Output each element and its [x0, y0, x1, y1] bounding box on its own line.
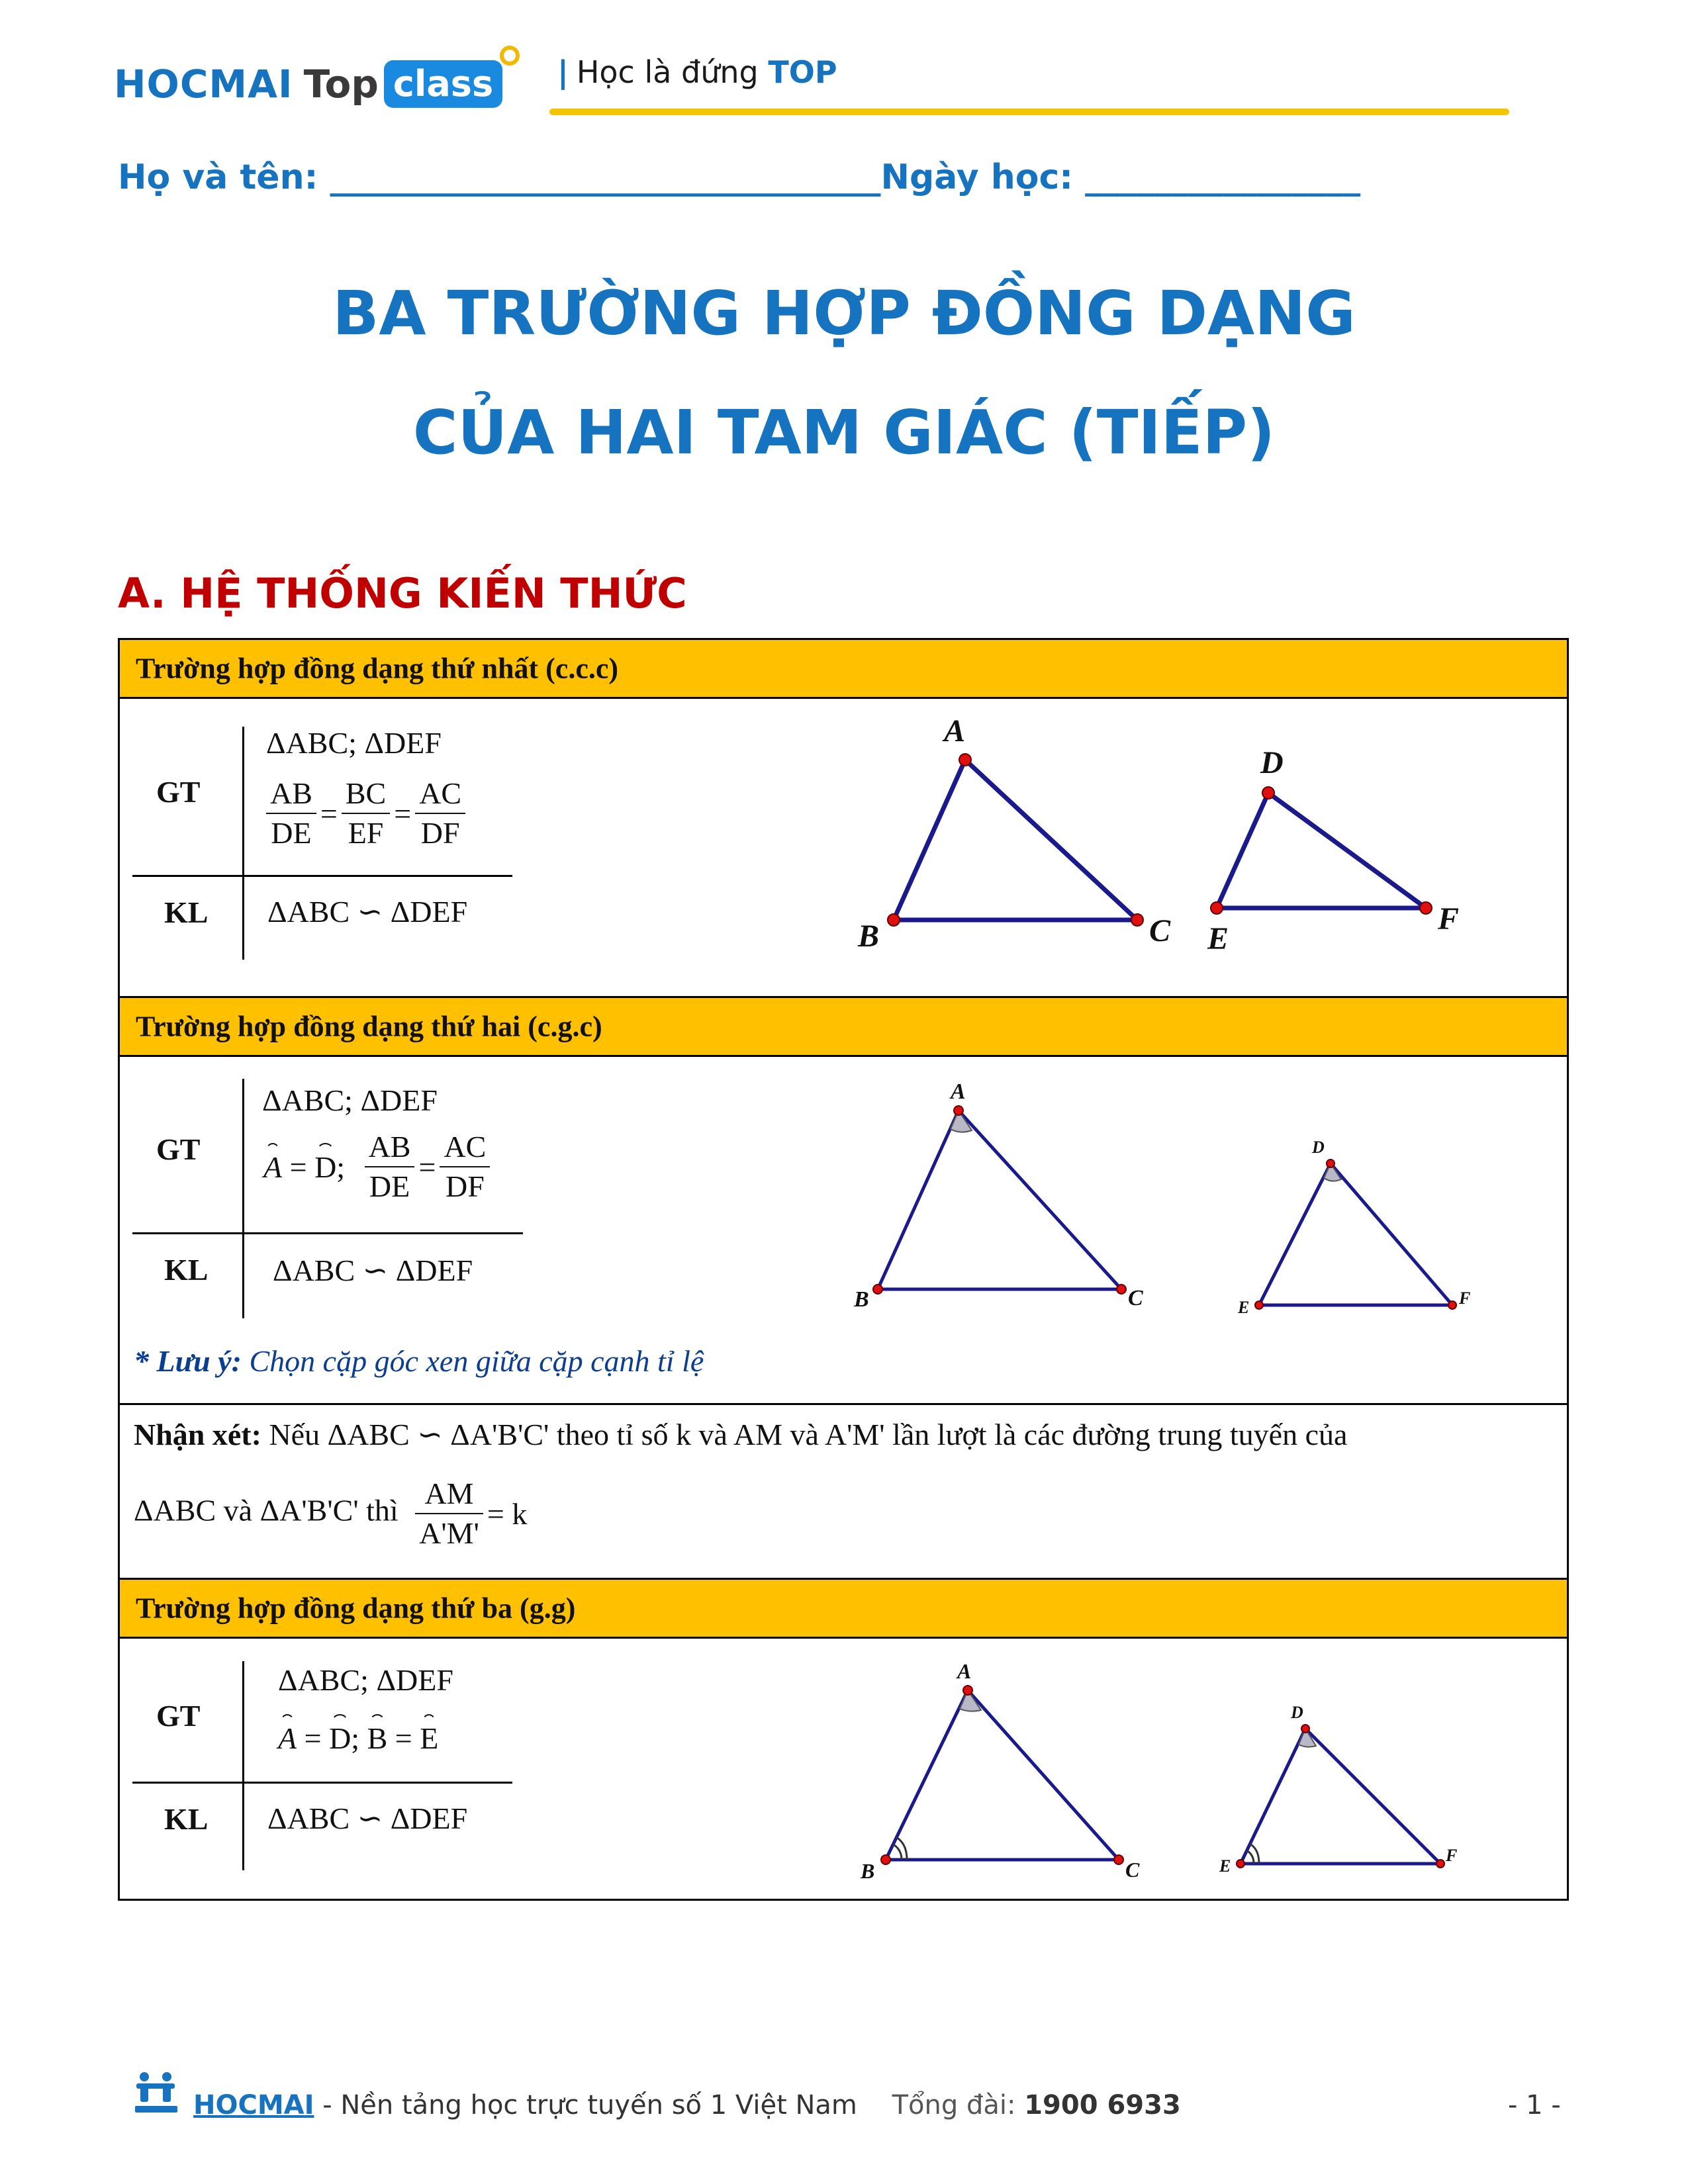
- case1-heading: Trường hợp đồng dạng thứ nhất (c.c.c): [136, 652, 619, 685]
- case1-kl-text: ΔABC ∽ ΔDEF: [267, 895, 468, 929]
- vertex-f: [1420, 902, 1432, 914]
- case3-heading-band: [118, 1580, 1569, 1637]
- triangle-def: [1241, 1729, 1440, 1864]
- case1-gt-ratios: $\frac{AB}{DE}$ = $\frac{BC}{EF}$ = $\frac{AC}{DF}$: [263, 774, 468, 852]
- triangle-def: [1217, 793, 1426, 908]
- row-divider: [118, 1403, 1569, 1405]
- header-divider: [549, 109, 1509, 115]
- gt-kl-horizontal-rule: [132, 875, 512, 877]
- vertex-b: [873, 1285, 882, 1294]
- label-a: A: [951, 1079, 966, 1104]
- case3-kl-label: KL: [164, 1802, 209, 1836]
- label-c: C: [1128, 1286, 1143, 1310]
- label-b: B: [854, 1287, 869, 1312]
- gt-kl-vertical-rule: [242, 727, 244, 960]
- gt-kl-vertical-rule: [242, 1079, 244, 1318]
- gt-kl-horizontal-rule: [132, 1232, 523, 1234]
- vertex-a: [959, 754, 971, 766]
- page-number: - 1 -: [1508, 2090, 1561, 2120]
- label-a: A: [944, 713, 966, 749]
- triangle-abc: [878, 1111, 1121, 1289]
- case3-figure: [841, 1648, 1503, 1886]
- label-a: A: [957, 1659, 972, 1683]
- row-divider: [118, 1055, 1569, 1057]
- label-b: B: [861, 1859, 875, 1883]
- vertex-d: [1262, 787, 1274, 799]
- brand-top: Top: [303, 62, 379, 107]
- case1-gt-line1: ΔABC; ΔDEF: [266, 726, 442, 760]
- label-f: F: [1459, 1289, 1471, 1308]
- case1-gt-label: GT: [156, 775, 201, 809]
- case2-gt-condition: A = D; $\frac{AB}{DE}$ = $\frac{AC}{DF}$: [262, 1128, 492, 1206]
- brand-class: class: [384, 60, 502, 108]
- label-d: D: [1312, 1138, 1325, 1157]
- footer-slogan: - Nền tảng học trực tuyến số 1 Việt Nam: [314, 2090, 857, 2120]
- brand-hocmai: HOCMAI: [114, 62, 293, 107]
- triangle-abc: [894, 760, 1137, 920]
- brand-logo: [114, 54, 502, 114]
- vertex-b: [888, 914, 900, 926]
- sun-icon: [500, 46, 520, 66]
- case2-heading: Trường hợp đồng dạng thứ hai (c.g.c): [136, 1010, 602, 1043]
- case2-kl-text: ΔABC ∽ ΔDEF: [273, 1253, 473, 1287]
- vertex-d: [1301, 1725, 1309, 1733]
- vertex-e: [1237, 1860, 1244, 1868]
- case2-note: * Lưu ý: Chọn cặp góc xen giữa cặp cạnh tỉ lệ: [134, 1344, 704, 1378]
- case2-heading-band: [118, 998, 1569, 1055]
- vertex-c: [1131, 914, 1143, 926]
- row-divider: [118, 1637, 1569, 1639]
- footer-brand-link[interactable]: HOCMAI: [193, 2090, 314, 2120]
- case2-kl-label: KL: [164, 1253, 209, 1287]
- triangle-def: [1259, 1163, 1452, 1305]
- vertex-a: [954, 1106, 963, 1115]
- case3-gt-label: GT: [156, 1699, 201, 1733]
- label-c: C: [1149, 913, 1171, 948]
- case1-heading-band: [118, 640, 1569, 697]
- section-heading: A. HỆ THỐNG KIẾN THỨC: [118, 569, 687, 617]
- footer: [193, 2090, 1181, 2120]
- label-f: F: [1438, 901, 1460, 936]
- label-d: D: [1291, 1703, 1303, 1722]
- row-divider: [118, 697, 1569, 699]
- vertex-e: [1211, 902, 1223, 914]
- case2-figure: [841, 1079, 1503, 1317]
- label-e: E: [1207, 921, 1229, 956]
- vertex-f: [1448, 1301, 1456, 1309]
- vertex-c: [1114, 1855, 1123, 1864]
- gt-kl-vertical-rule: [242, 1661, 244, 1870]
- case1-kl-label: KL: [164, 895, 209, 929]
- remark-line2: ΔABC và ΔA'B'C' thì $\frac{AM}{A'M'}$ = k: [134, 1475, 528, 1553]
- label-d: D: [1260, 745, 1284, 780]
- name-field-label: Họ và tên: ________________________________: [118, 158, 881, 197]
- case3-gt-line1: ΔABC; ΔDEF: [278, 1663, 453, 1697]
- hocmai-footer-icon: [132, 2070, 180, 2116]
- case3-gt-condition: A = D; B = E: [278, 1721, 439, 1755]
- case1-figure: [821, 702, 1523, 966]
- case3-heading: Trường hợp đồng dạng thứ ba (g.g): [136, 1592, 576, 1625]
- vertex-a: [963, 1686, 972, 1695]
- label-f: F: [1446, 1846, 1458, 1865]
- label-b: B: [858, 919, 880, 954]
- footer-hotline: Tổng đài: 1900 6933: [892, 2090, 1181, 2120]
- case3-kl-text: ΔABC ∽ ΔDEF: [267, 1801, 468, 1835]
- tagline: | Học là đứng TOP: [557, 54, 837, 90]
- student-info-row: [118, 158, 1360, 197]
- vertex-e: [1255, 1301, 1263, 1309]
- vertex-b: [881, 1855, 890, 1864]
- label-e: E: [1219, 1856, 1231, 1876]
- vertex-f: [1436, 1860, 1444, 1868]
- case2-gt-line1: ΔABC; ΔDEF: [262, 1083, 438, 1117]
- gt-kl-horizontal-rule: [132, 1782, 512, 1784]
- vertex-d: [1327, 1160, 1335, 1167]
- case2-gt-label: GT: [156, 1132, 201, 1166]
- label-e: E: [1238, 1298, 1250, 1317]
- date-field-label: Ngày học: ________________: [880, 158, 1361, 197]
- label-c: C: [1125, 1858, 1140, 1882]
- triangle-abc: [886, 1690, 1119, 1860]
- page-title-line1: BA TRƯỜNG HỢP ĐỒNG DẠNG: [332, 278, 1356, 349]
- page-title-line2: CỦA HAI TAM GIÁC (TIẾP): [412, 397, 1276, 468]
- vertex-c: [1117, 1285, 1126, 1294]
- remark-line1: Nhận xét: Nếu ΔABC ∽ ΔA'B'C' theo tỉ số k và AM và A'M' lần lượt là các đường trung tuyến của: [134, 1418, 1348, 1451]
